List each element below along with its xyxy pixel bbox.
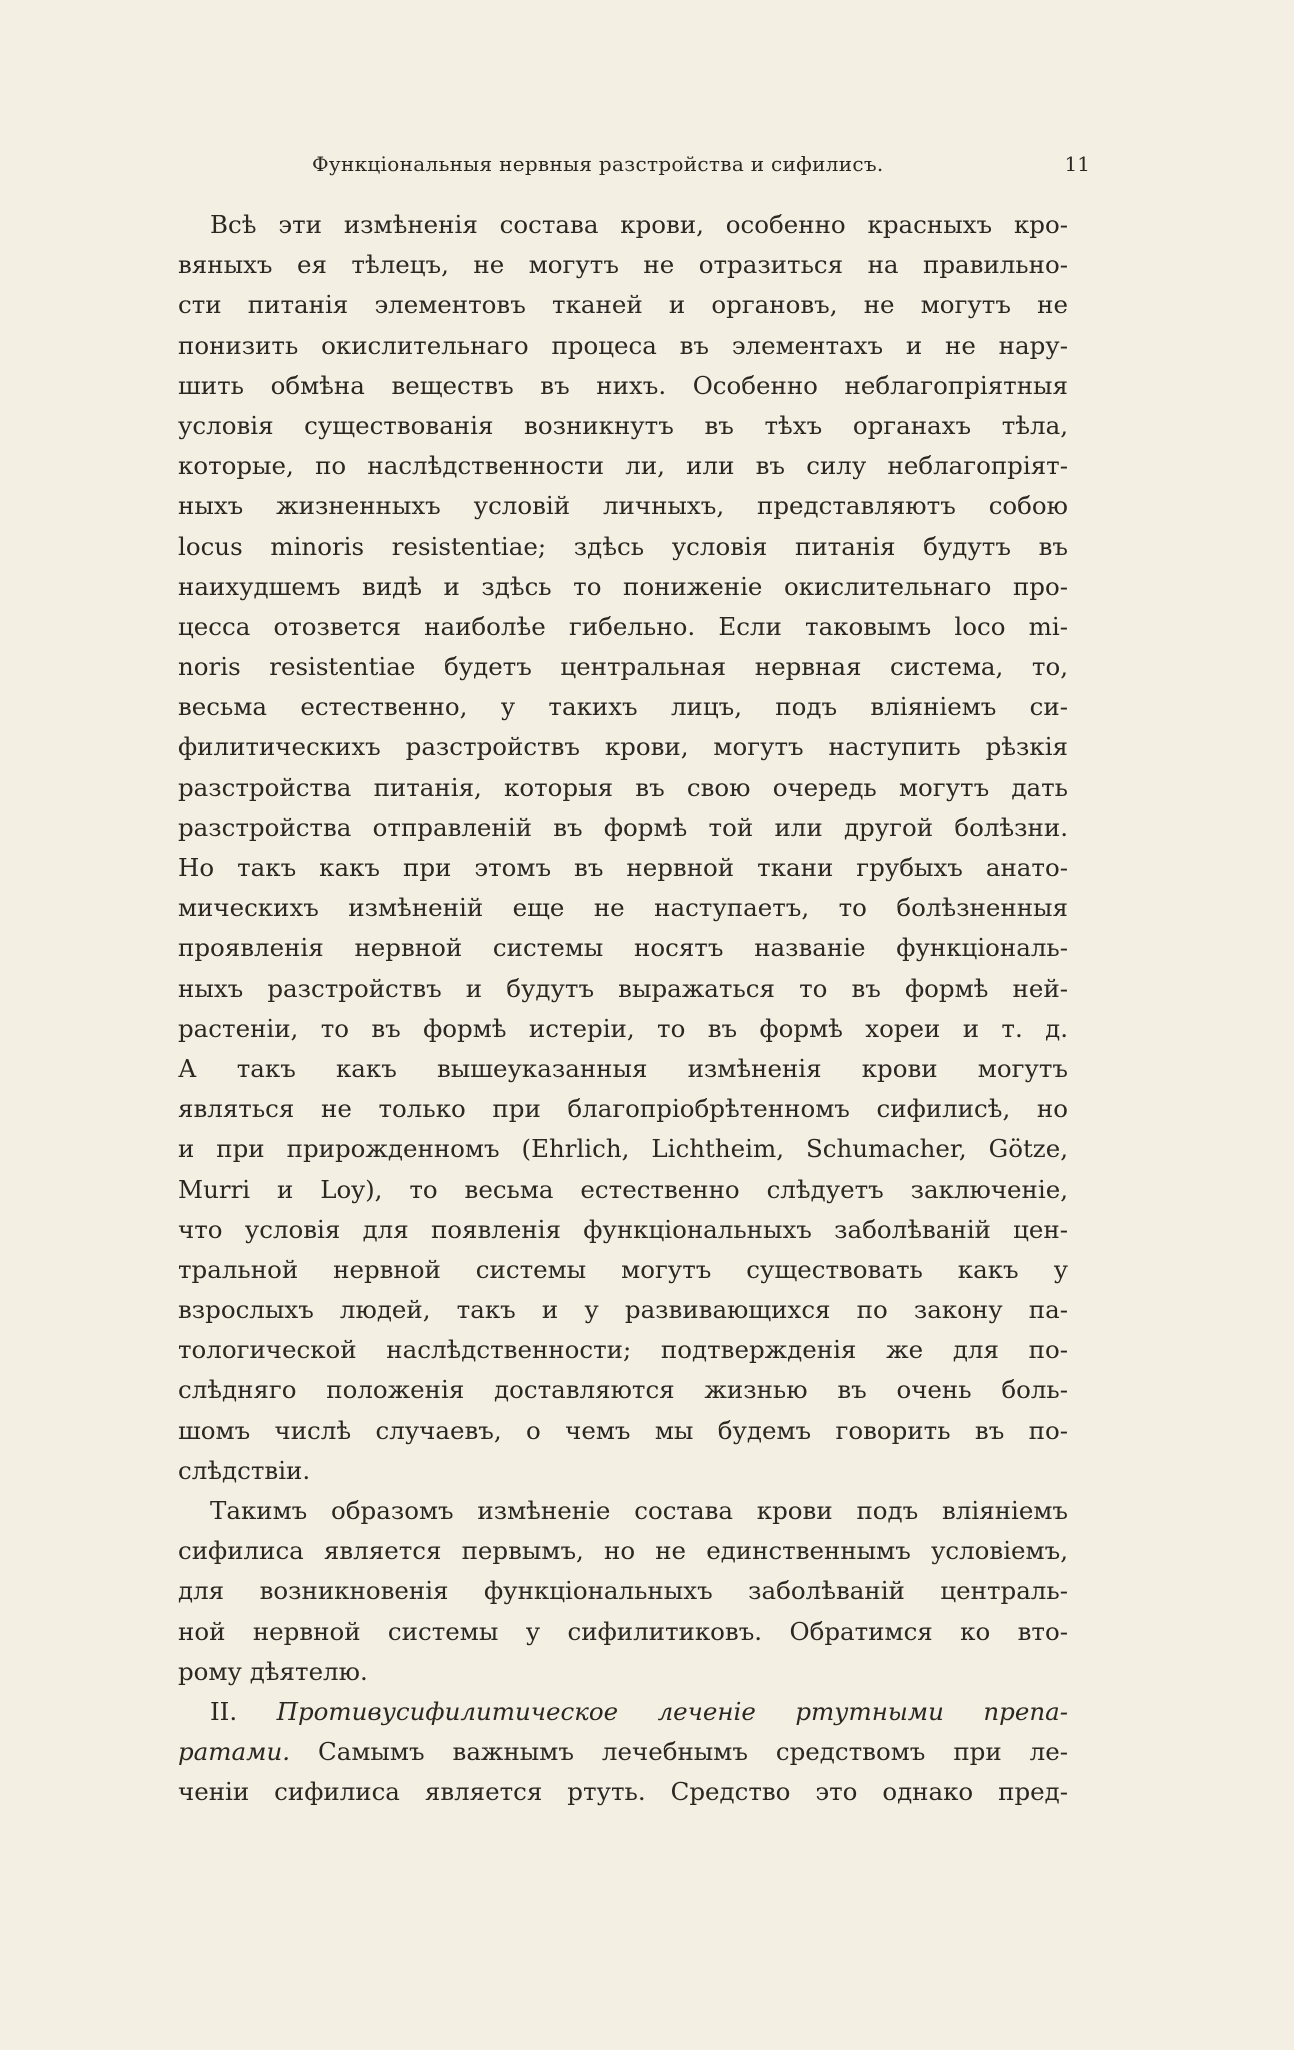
text-line: являться не только при благопріобрѣтенномъ сифилисѣ, но — [178, 1094, 1068, 1124]
body-text — [178, 205, 1068, 1813]
text-line: которые, по наслѣдственности ли, или въ силу неблагопріят- — [178, 451, 1068, 481]
text-line: ченіи сифилиса является ртуть. Средство это однако пред- — [178, 1777, 1068, 1807]
text-line: слѣдствіи. — [178, 1455, 311, 1485]
text-line: для возникновенія функціональныхъ заболѣваній централь- — [178, 1576, 1068, 1606]
text-line: locus minoris resistentiae; здѣсь условія питанія будутъ въ — [178, 531, 1068, 561]
text-line: рому дѣятелю. — [178, 1656, 368, 1686]
text-line: тологической наслѣдственности; подтвержденія же для по- — [178, 1335, 1068, 1365]
text-line: проявленія нервной системы носятъ названіе функціональ- — [178, 933, 1068, 963]
text-line: наихудшемъ видѣ и здѣсь то пониженіе окислительнаго про- — [178, 571, 1068, 601]
text-line: ратами. Самымъ важнымъ лечебнымъ средствомъ при ле- — [178, 1737, 1068, 1767]
text-line: Такимъ образомъ измѣненіе состава крови подъ вліяніемъ — [210, 1496, 1068, 1525]
text-line: тральной нервной системы могутъ существовать какъ у — [178, 1254, 1068, 1284]
text-line: и при прирожденномъ (Ehrlich, Lichtheim, Schumacher, Götze, — [178, 1134, 1068, 1164]
running-title: Функціональныя нервныя разстройства и сифилисъ. — [312, 152, 884, 176]
text-line: цесса отозвется наиболѣе гибельно. Если таковымъ loco mi- — [178, 611, 1068, 641]
section-heading-italic: ратами. — [178, 1737, 291, 1767]
text-line: ной нервной системы у сифилитиковъ. Обратимся ко вто- — [178, 1616, 1068, 1646]
text-line: что условія для появленія функціональныхъ заболѣваній цен- — [178, 1214, 1068, 1244]
text-line: понизить окислительнаго процеса въ элементахъ и не нару- — [178, 330, 1068, 360]
text-line: слѣдняго положенія доставляются жизнью въ очень боль- — [178, 1375, 1068, 1405]
text-line: вяныхъ ея тѣлецъ, не могутъ не отразиться на правильно- — [178, 250, 1068, 280]
page-number: 11 — [1064, 152, 1090, 176]
paragraph-3 — [178, 1692, 1068, 1813]
text-line: А такъ какъ вышеуказанныя измѣненія крови могутъ — [178, 1053, 1068, 1083]
text-line: взрослыхъ людей, такъ и у развивающихся по закону па- — [178, 1295, 1068, 1325]
text-line: шить обмѣна веществъ въ нихъ. Особенно неблагопріятныя — [178, 370, 1068, 400]
text-line: условія существованія возникнутъ въ тѣхъ органахъ тѣла, — [178, 410, 1068, 440]
text-line: мическихъ измѣненій еще не наступаетъ, то болѣзненныя — [178, 893, 1068, 923]
text-line: растеніи, то въ формѣ истеріи, то въ формѣ хореи и т. д. — [178, 1013, 1068, 1043]
text-line: разстройства питанія, которыя въ свою очередь могутъ дать — [178, 772, 1068, 802]
text-line: noris resistentiae будетъ центральная нервная система, то, — [178, 652, 1068, 682]
paragraph-1 — [178, 205, 1068, 1491]
text-line: II. Противусифилитическое леченіе ртутными препа- — [210, 1696, 1068, 1726]
text-line: сифилиса является первымъ, но не единственнымъ условіемъ, — [178, 1536, 1068, 1566]
text-line: Но такъ какъ при этомъ въ нервной ткани грубыхъ анато- — [178, 853, 1068, 882]
text-line: филитическихъ разстройствъ крови, могутъ наступить рѣзкія — [178, 732, 1068, 762]
text-line: ныхъ жизненныхъ условій личныхъ, представляютъ собою — [178, 491, 1068, 521]
text-line: весьма естественно, у такихъ лицъ, подъ вліяніемъ си- — [178, 692, 1068, 722]
text-line: разстройства отправленій въ формѣ той или другой болѣзни. — [178, 812, 1068, 842]
running-head — [170, 152, 1090, 188]
text-line: сти питанія элементовъ тканей и органовъ, не могутъ не — [178, 290, 1068, 320]
text-line: ныхъ разстройствъ и будутъ выражаться то въ формѣ ней- — [178, 973, 1068, 1003]
text-line: Murri и Loy), то весьма естественно слѣдуетъ заключеніе, — [178, 1174, 1068, 1204]
paragraph-2 — [178, 1491, 1068, 1692]
section-heading-italic: Противусифилитическое леченіе ртутными препа- — [276, 1696, 1068, 1726]
text-line: шомъ числѣ случаевъ, о чемъ мы будемъ говорить въ по- — [178, 1415, 1068, 1445]
text-line: Всѣ эти измѣненія состава крови, особенно красныхъ кро- — [210, 210, 1068, 239]
